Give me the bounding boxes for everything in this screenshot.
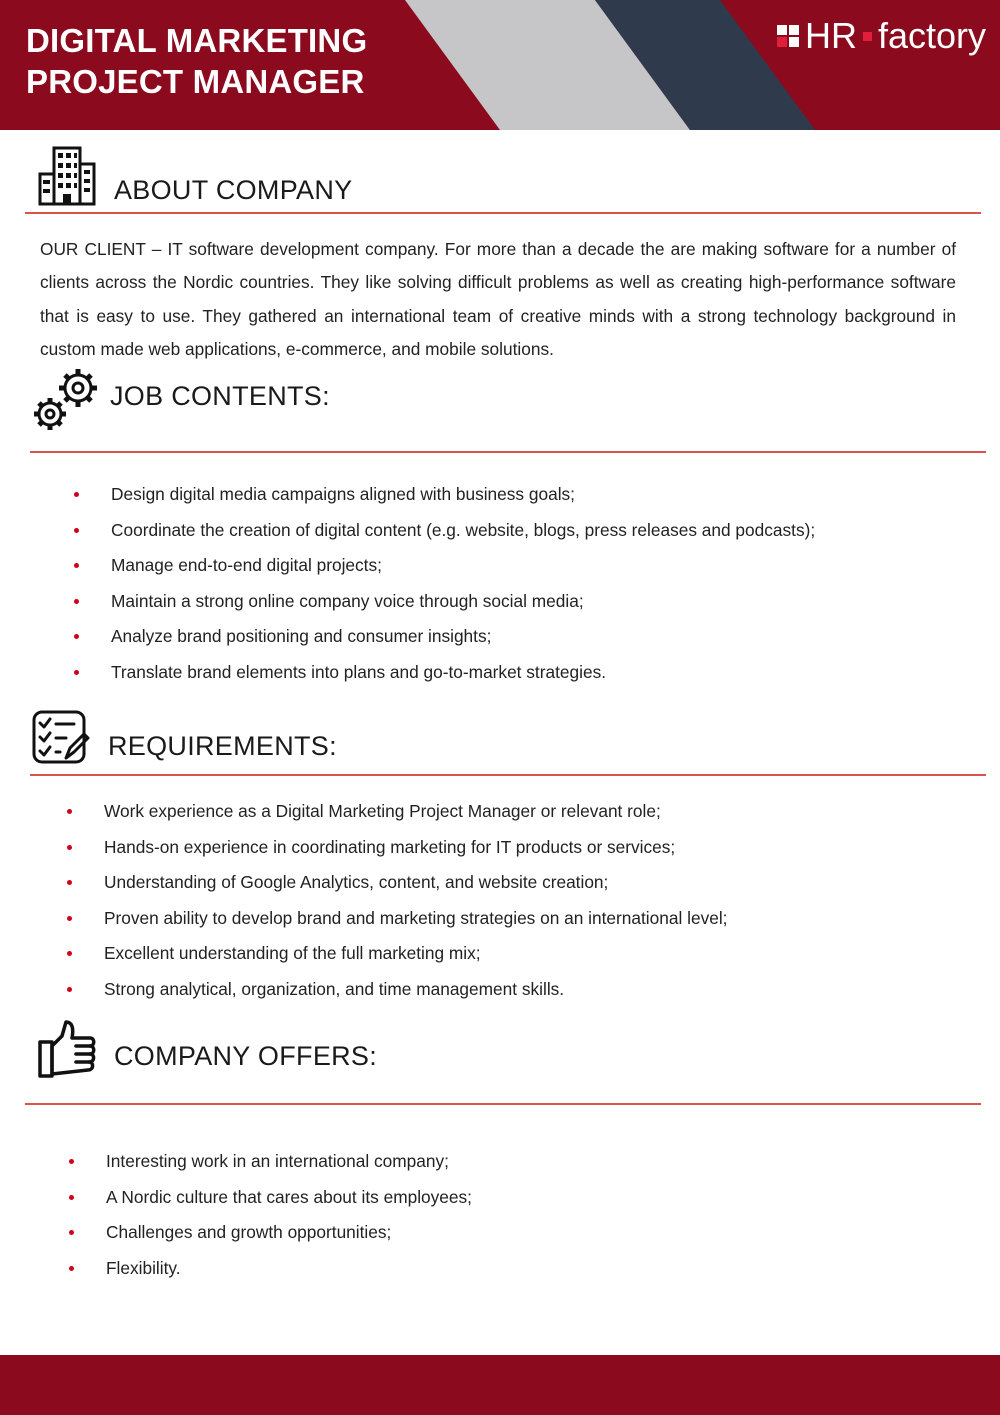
checklist-icon — [32, 710, 90, 766]
logo-squares-icon — [777, 25, 799, 47]
list-item: Flexibility. — [106, 1251, 472, 1287]
logo-text-hr: HR — [804, 15, 857, 56]
requirements-divider — [30, 774, 986, 776]
job-contents-list — [111, 477, 815, 691]
list-item: Interesting work in an international company; — [106, 1144, 472, 1180]
job-title-line-2: PROJECT MANAGER — [26, 63, 365, 100]
requirements-section-header — [32, 710, 337, 766]
offers-title: COMPANY OFFERS: — [114, 1041, 378, 1071]
requirements-list — [104, 794, 727, 1008]
list-item: Proven ability to develop brand and marketing strategies on an international level; — [104, 901, 727, 937]
list-item: Manage end-to-end digital projects; — [111, 548, 815, 584]
logo-dot — [863, 32, 872, 41]
list-item: Design digital media campaigns aligned with business goals; — [111, 477, 815, 513]
list-item: A Nordic culture that cares about its employees; — [106, 1180, 472, 1216]
list-item: Translate brand elements into plans and go-to-market strategies. — [111, 655, 815, 691]
job-title-line-1: DIGITAL MARKETING — [26, 22, 368, 59]
header-banner — [0, 0, 1000, 130]
about-text: OUR CLIENT – IT software development company. For more than a decade the are making software for a number of clients across the Nordic countries. They like solving difficult problems as well as creating high-performance software that is easy to use. They gathered an international team of creative minds with a strong technology background in custom made web applications, e-commerce, and mobile solutions. — [40, 239, 956, 359]
about-title: ABOUT COMPANY — [114, 175, 353, 205]
offers-list — [106, 1144, 472, 1286]
list-item: Analyze brand positioning and consumer insights; — [111, 619, 815, 655]
list-item: Strong analytical, organization, and time management skills. — [104, 972, 727, 1008]
job-contents-title: JOB CONTENTS: — [110, 381, 330, 411]
building-icon — [38, 144, 98, 208]
list-item: Understanding of Google Analytics, content, and website creation; — [104, 865, 727, 901]
about-divider — [25, 212, 981, 214]
footer-band — [0, 1355, 1000, 1415]
offers-divider — [25, 1103, 981, 1105]
about-section-header — [38, 144, 352, 208]
list-item: Work experience as a Digital Marketing Project Manager or relevant role; — [104, 794, 727, 830]
job-title — [26, 20, 367, 102]
list-item: Challenges and growth opportunities; — [106, 1215, 472, 1251]
list-item: Excellent understanding of the full marketing mix; — [104, 936, 727, 972]
gears-icon — [32, 366, 100, 436]
requirements-title: REQUIREMENTS: — [108, 731, 337, 761]
list-item: Hands-on experience in coordinating marketing for IT products or services; — [104, 830, 727, 866]
hr-factory-logo — [777, 12, 986, 60]
job-contents-section-header — [32, 366, 330, 436]
list-item: Coordinate the creation of digital content (e.g. website, blogs, press releases and podcasts); — [111, 513, 815, 549]
job-contents-divider — [30, 451, 986, 453]
logo-text-factory: factory — [877, 15, 986, 56]
thumbs-up-icon — [38, 1018, 98, 1080]
offers-section-header — [38, 1018, 377, 1080]
list-item: Maintain a strong online company voice through social media; — [111, 584, 815, 620]
